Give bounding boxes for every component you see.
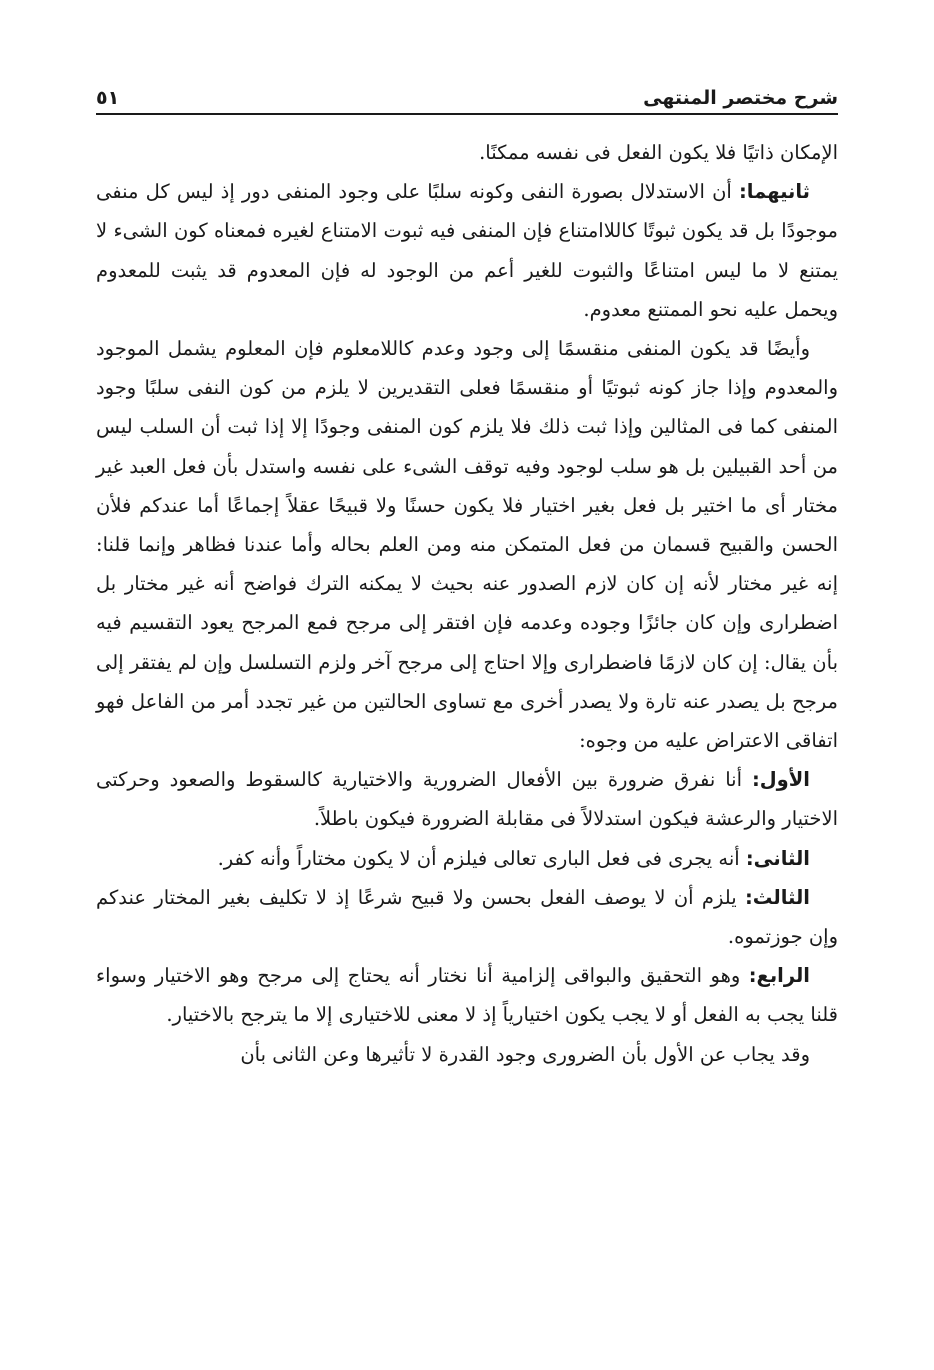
paragraph-text: أنا نفرق ضرورة بين الأفعال الضرورية والاختيارية كالسقوط والصعود وحركتى الاختيار والرعشة فيكون استدلالاً فى مقابلة الضرورة فيكون باطلاً.: [96, 768, 838, 831]
paragraph-text: وقد يجاب عن الأول بأن الضرورى وجود القدرة لا تأثيرها وعن الثانى بأن: [240, 1042, 810, 1066]
paragraph-text: أنه يجرى فى فعل البارى تعالى فيلزم أن لا يكون مختاراً وأنه كفر.: [217, 846, 746, 870]
main-text: [96, 133, 838, 1074]
paragraph-continuation: [96, 133, 838, 172]
paragraph-lead: الرابع:: [748, 964, 810, 988]
paragraph-argument: [96, 329, 838, 760]
paragraph-text: الإمكان ذاتيًا فلا يكون الفعل فى نفسه ممكنًا.: [479, 141, 838, 164]
running-header: [96, 78, 838, 115]
paragraph-second-point: [96, 172, 838, 329]
paragraph-objection-third: [96, 878, 838, 956]
paragraph-text: وهو التحقيق والبواقى إلزامية أنا نختار أنه يحتاج إلى مرجح وهو الاختيار وسواء قلنا يجب به الفعل أو لا يجب يكون اختيارياً إذ لا معنى للاختيارى إلا ما يترجح بالاختيار.: [96, 964, 838, 1027]
paragraph-lead: الثانى:: [745, 846, 810, 870]
paragraph-text: وأيضًا قد يكون المنفى منقسمًا إلى وجود وعدم كاللامعلوم فإن المعلوم يشمل الموجود والمعدوم وإذا جاز كونه ثبوتيًا أو منقسمًا فعلى التقديرين لا يلزم من كون النفى سلبًا وجود المنفى كما فى المثالين وإذا ثبت ذلك فلا يلزم كون المنفى وجودًا إلا إذا ثبت أن السلب ليس من أحد القبيلين بل هو سلب لوجود وفيه توقف الشىء على نفسه واستدل بأن فعل العبد غير مختار أى ما اختير بل فعل بغير اختيار فلا يكون حسنًا ولا قبيحًا عقلاً إجماعًا أما عندكم فلأن الحسن والقبيح قسمان من فعل المتمكن منه ومن العلم بحاله وأما عندنا فظاهر وإنما قلنا: إنه غير مختار لأنه إن كان لازم الصدور عنه بحيث لا يمكنه الترك فواضح أنه غير مختار بل اضطرارى وإن كان جائزًا وجوده وعدمه فإن افتقر إلى مرجح فمع المرجح يعود التقسيم فيه بأن يقال: إن كان لازمًا فاضطرارى وإلا احتاج إلى مرجح آخر ولزم التسلسل وإن لم يفتقر إلى مرجح بل يصدر عنه تارة ولا يصدر أخرى مع تساوى الحالتين من غير تجدد أمر من الفاعل فهو اتفاقى الاعتراض عليه من وجوه:: [96, 337, 838, 753]
document-page: [96, 78, 838, 1358]
paragraph-lead: ثانيهما:: [739, 180, 810, 204]
paragraph-text: أن الاستدلال بصورة النفى وكونه سلبًا على وجود المنفى دور إذ ليس كل منفى موجودًا بل قد يكون ثبوتًا كاللاامتناع فإن المنفى فيه ثبوت الامتناع لغيره فمعناه كون الشىء لا يمتنع لا ما ليس امتناعًا والثبوت للغير أعم من الوجود له فإن المعدوم قد يثبت للمعدوم ويحمل عليه نحو الممتنع معدوم.: [96, 180, 838, 321]
book-title: شرح مختصر المنتهى: [643, 87, 838, 109]
paragraph-objection-second: [96, 839, 838, 878]
paragraph-lead: الثالث:: [744, 885, 810, 909]
page-number: ٥١: [96, 87, 120, 109]
paragraph-lead: الأول:: [751, 768, 810, 792]
paragraph-objection-first: [96, 760, 838, 838]
paragraph-text: يلزم أن لا يوصف الفعل بحسن ولا قبيح شرعًا إذ لا تكليف بغير المختار عندكم وإن جوزتموه.: [96, 885, 838, 949]
paragraph-reply: [96, 1035, 838, 1074]
paragraph-objection-fourth: [96, 956, 838, 1034]
